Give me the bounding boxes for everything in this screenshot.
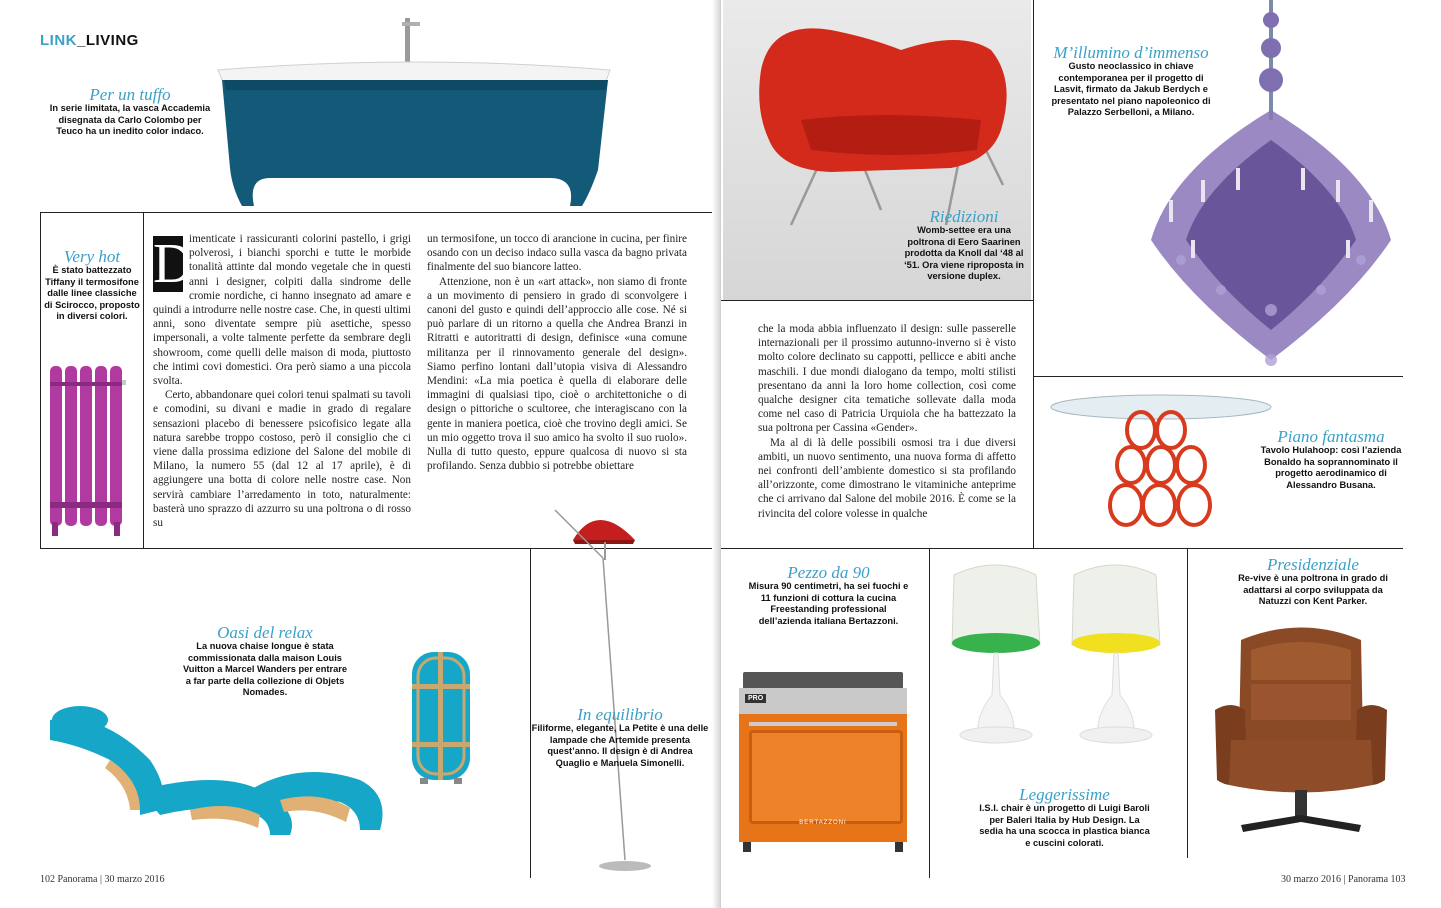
caption-riedizioni [899,208,1029,283]
article-col2-p2: Attenzione, non è un «art attack», non siamo di fronte a un movimento di pensiero in grado di sconvolgere i canoni del gusto e quindi dell’approccio alle cose. Né si può parlare di un ritorno a quella che Andrea Branzi in Ritratti e autoritratti di design, definisce «una comune militanza per il rinnovamento generale del design». Siamo perfino lontani dall’utopia visiva di Alessandro Mendini: «La mia poetica è quella di elaborare delle immagini di qualsiasi tipo, cioè o architettoniche o di design o pittoriche o scultoree, che interagiscano con la gente in maniera poetica, cioè che trovino degli amici. Se un mio oggetto trova il suo amico ha svolto il suo ruolo». Nulla di tutto questo, eppure qualcosa di nuovo si sta profilando. Senza dubbio si potrebbe obiettare [427,275,687,473]
left-page [0,0,720,908]
chaise-longue-image [40,650,520,840]
caption-equilibrio-body: Filiforme, elegante, La Petite è una delle lampade che Artemide presenta quest’anno. Il design è di Andrea Quaglio e Manuela Simonelli. [531,723,709,768]
folio-left-date: 30 marzo 2016 [104,874,165,885]
folio-left-mag: Panorama [57,874,98,885]
folio-left [40,874,165,885]
rule-settee [721,300,1034,301]
caption-illumino-body: Gusto neoclassico in chiave contemporanea per il progetto di Lasvit, firmato da Jakub Berdych e presentato nel piano napoleonico di Palazzo Serbelloni, a Milano. [1051,61,1211,117]
rule-bottom-right [721,548,1403,549]
caption-equilibrio-title: In equilibrio [577,705,663,724]
rule-chandelier [1033,376,1403,377]
radiator-image [46,362,132,538]
table-image [1046,385,1276,545]
rule-top [40,212,720,213]
bathtub-image [210,18,620,213]
caption-leggerissime-title: Leggerissime [1019,785,1110,804]
section-living: LIVING [85,32,139,49]
folio-right-num: 103 [1390,874,1406,885]
folio-right-date: 30 marzo 2016 [1281,874,1341,885]
caption-equilibrio [530,706,710,769]
oven-brand: BERTAZZONI [799,820,847,826]
folio-right-mag: Panorama [1348,874,1389,885]
caption-tuffo-body: In serie limitata, la vasca Accademia disegnata da Carlo Colombo per Teuco ha un inedito color indaco. [49,103,211,136]
section-link: LINK [40,32,77,49]
oven-image [739,672,907,852]
rule-left [40,212,41,548]
caption-presidenziale-body: Re-vive è una poltrona in grado di adattarsi al corpo sviluppata da Natuzzi con Kent Parker. [1238,573,1388,606]
caption-riedizioni-title: Riedizioni [929,207,999,226]
caption-leggerissime [977,786,1152,849]
caption-oasi-title: Oasi del relax [217,623,313,642]
article-col3-p1: che la moda abbia influenzato il design: sulle passerelle internazionali per il prossimo autunno-inverno si è visto molto colore declinato su cappotti, pellicce e abiti anche maschili. I due mondi dialogano da tempo, molti stilisti presentano da anni la loro home collection, così come qualche designer cita tematiche sollevate dalla moda come nel caso di Patricia Urquiola che ha battezzato la sua poltrona per Cassina «Gender». [758,323,1016,435]
rule-vertical-right [1033,0,1034,548]
article-col3-p2: Ma al di là delle possibili osmosi tra i due diversi ambiti, un nuovo sentimento, una nuova forma di affetto nei confronti dell’ambiente domestico si sta profilando all’orizzonte, come dimostrano le vitaminiche anteprime che ci arrivano dal Salone del mobile 2016. È come se la rivincita del colore volesse in qualche [758,436,1016,520]
folio-right-sep: | [1343,874,1346,885]
caption-piano-body: Tavolo Hulahoop: così l’azienda Bonaldo ha soprannominato il progetto aerodinamico di Alessandro Busana. [1260,445,1402,490]
caption-oasi-body: La nuova chaise longue è stata commissionata dalla maison Louis Vuitton a Marcel Wanders per entrare a far parte della collezione di Objets Nomades. [182,641,348,697]
caption-tuffo-title: Per un tuffo [89,85,171,104]
dropcap: D [153,233,194,295]
rule-sidebar [143,212,144,548]
caption-leggerissime-body: I.S.I. chair è un progetto di Luigi Baroli per Baleri Italia by Hub Design. La sedia ha una scocca in plastica bianca e cuscini colorati. [979,803,1150,848]
article-col-2 [427,232,687,473]
caption-very-hot-body: È stato battezzato Tiffany il termosifone dalle linee classiche di Scirocco, proposto in diversi colori. [44,265,140,321]
caption-riedizioni-body: Womb-settee era una poltrona di Eero Saarinen prodotta da Knoll dal ‘48 al ‘51. Ora viene riproposta in versione duplex. [904,225,1024,281]
article-col2-p1: un termosifone, un tocco di arancione in cucina, per finire osando con un deciso indaco sulla vasca da bagno privata finalmente del suo biancore latteo. [427,233,687,274]
armchair-image [1201,620,1401,850]
article-col-1 [153,232,411,530]
caption-piano-title: Piano fantasma [1277,427,1385,446]
caption-tuffo [45,86,215,138]
oven-pro-badge: PRO [745,694,766,703]
article-col1-p2: Certo, abbandonare quei colori tenui spalmati su tavoli e comodini, su divani e madie in grado di regalare sensazioni placebo di benessere psicofisico legate alla natura sarebbe troppo costoso, però il consiglio che ci viene dalla prossima edizione del Salone del mobile di Milano, la numero 55 (dal 12 al 17 aprile), è di aggiungere una botta di colore nelle nostre case. Non servirà cambiare l’arredamento in toto, naturalmente: basterà uno sprazzo di azzurro su una poltrona o di rosso su [153,389,411,530]
rule-chairs [1187,548,1188,858]
caption-very-hot-title: Very hot [63,247,121,266]
caption-presidenziale [1233,556,1393,608]
section-label [40,32,139,49]
folio-right [1281,874,1406,885]
chandelier-image [1131,0,1406,375]
caption-pezzo-title: Pezzo da 90 [787,563,870,582]
chairs-image [936,555,1181,795]
rule-oven [929,548,930,878]
caption-illumino-title: M’illumino d’immenso [1053,43,1209,62]
folio-left-num: 102 [40,874,55,885]
lamp-image [545,500,655,885]
caption-pezzo-body: Misura 90 centimetri, ha sei fuochi e 11 funzioni di cottura la cucina Freestanding professional dell’azienda italiana Bertazzoni. [748,581,909,626]
section-sep: _ [77,32,86,49]
right-page [721,0,1441,908]
caption-pezzo [746,564,911,627]
caption-piano [1256,428,1406,491]
caption-presidenziale-title: Presidenziale [1267,555,1359,574]
article-col1-p1: imenticate i rassicuranti colorini pastello, i grigi polverosi, i bianchi sporchi e tutte le morbide tonalità attinte dal mondo vegetale che in questi anni i designer, colpiti dalla sindrome delle cromie nordiche, ci hanno insegnato ad amare e quindi a introdurre nelle nostre case. Che, in questi ultimi anni, sono diventate sempre più asettiche, spesso impersonali, a volte talmente perfette da sembrare degli showroom, come quelli delle maison di moda, piuttosto che intimi covi domestici. Ora però siamo a una piccola svolta. [153,233,411,388]
folio-left-sep: | [100,874,103,885]
caption-very-hot [42,248,142,323]
article-col-3 [758,322,1016,521]
